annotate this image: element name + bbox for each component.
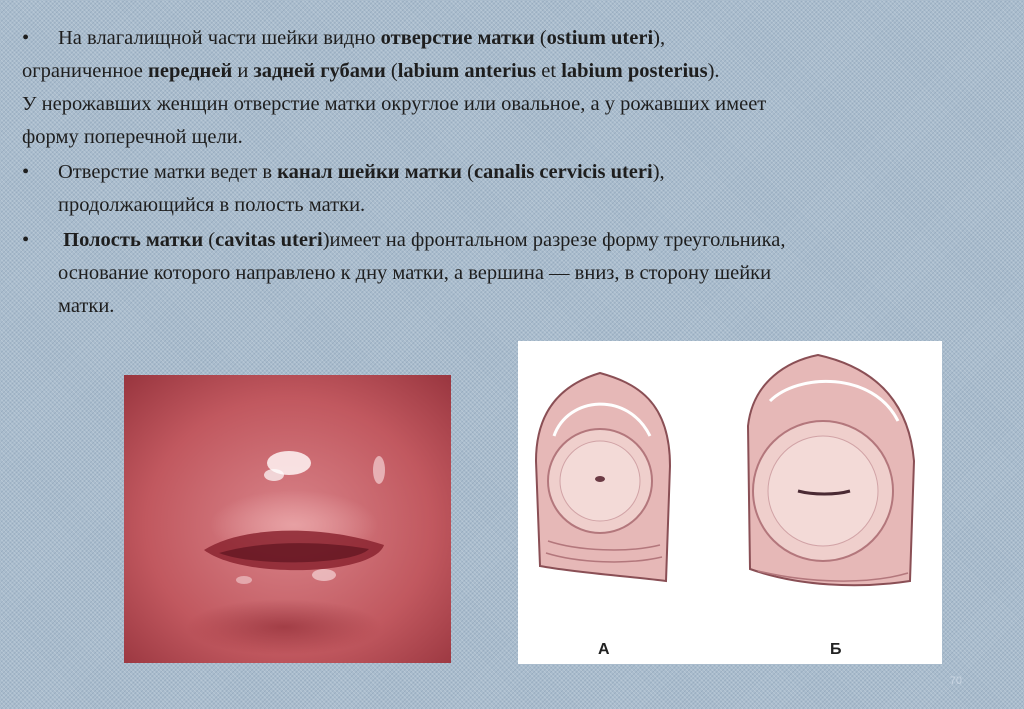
bullet-marker: • [22, 161, 30, 183]
bullet-3-line-2: основание которого направлено к дну матки, а вершина — вниз, в сторону шейки [58, 262, 772, 284]
cervix-diagram-drawing [518, 341, 942, 664]
bullet-2-line-1: • Отверстие матки ведет в канал шейки матки (canalis cervicis uteri), [22, 156, 1012, 189]
bullet-marker: • [22, 27, 30, 49]
cervix-photo-drawing [124, 375, 451, 663]
bullet-marker: • [22, 229, 30, 251]
bullet-1-line-3: У нерожавших женщин отверстие матки округлое или овальное, а у рожавших имеет [22, 93, 767, 115]
cervix-parous-figure [748, 355, 914, 585]
bullet-1-line-4: форму поперечной щели. [22, 126, 243, 148]
page-number: 70 [949, 675, 962, 687]
cervix-nulliparous-figure [536, 373, 670, 581]
bullet-3-line-1: • Полость матки (cavitas uteri)имеет на фронтальном разрезе форму треугольника, [22, 224, 1012, 257]
bullet-3-line-3: матки. [58, 295, 115, 317]
bullet-1-line-2: ограниченное передней и задней губами (labium anterius et labium posterius). [22, 60, 720, 82]
cervix-diagram [518, 341, 942, 664]
bullet-2-line-2: продолжающийся в полость матки. [58, 194, 366, 216]
slide-text [22, 22, 1012, 323]
bullet-1-line-1: • На влагалищной части шейки видно отверстие матки (ostium uteri), [22, 22, 1012, 55]
figure-label-b: Б [830, 641, 842, 658]
cervix-photo [124, 375, 451, 663]
figure-label-a: А [598, 641, 610, 658]
